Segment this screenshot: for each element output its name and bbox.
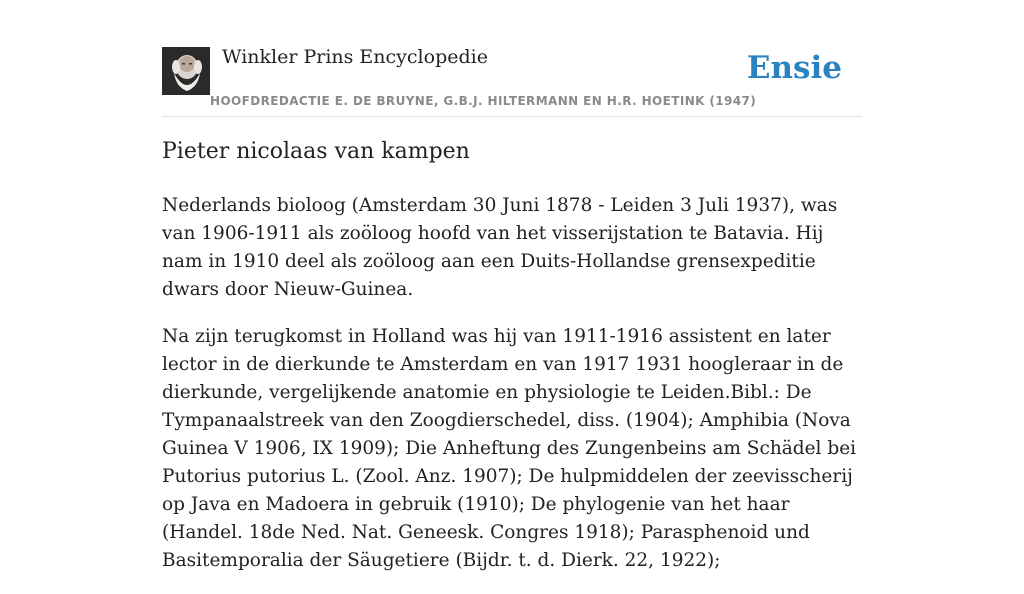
source-header <box>162 44 862 117</box>
article-paragraph: Nederlands bioloog (Amsterdam 30 Juni 1878 - Leiden 3 Juli 1937), was van 1906-1911 als zoöloog hoofd van het visserijstation te Batavia. Hij nam in 1910 deel als zoöloog aan een Duits-Hollandse grensexpeditie dwars door Nieuw-Guinea. <box>162 195 838 300</box>
source-title[interactable]: Winkler Prins Encyclopedie <box>222 46 488 68</box>
article-title: Pieter nicolaas van kampen <box>162 139 470 164</box>
article-body <box>162 192 864 594</box>
article-paragraph: Na zijn terugkomst in Holland was hij van 1911-1916 assistent en later lector in de dierkunde te Amsterdam en van 1917 1931 hoogleraar in de dierkunde, vergelijkende anatomie en physiologie te Leiden.Bibl.: De Tympanaalstreek van den Zoogdierschedel, diss. (1904); Amphibia (Nova Guinea V 1906, IX 1909); Die Anheftung des Zungenbeins am Schädel bei Putorius putorius L. (Zool. Anz. 1907); De hulpmiddelen der zeevisscherij op Java en Madoera in gebruik (1910); De phylogenie van het haar (Handel. 18de Ned. Nat. Geneesk. Congres 1918); Parasphenoid und Basitemporalia der Säugetiere (Bijdr. t. d. Dierk. 22, 1922); <box>162 326 857 571</box>
author-portrait-icon <box>162 47 210 95</box>
source-editors: HOOFDREDACTIE E. DE BRUYNE, G.B.J. HILTERMANN EN H.R. HOETINK (1947) <box>210 94 757 108</box>
avatar[interactable] <box>162 47 210 95</box>
ensie-logo-link[interactable]: Ensie <box>746 50 842 86</box>
